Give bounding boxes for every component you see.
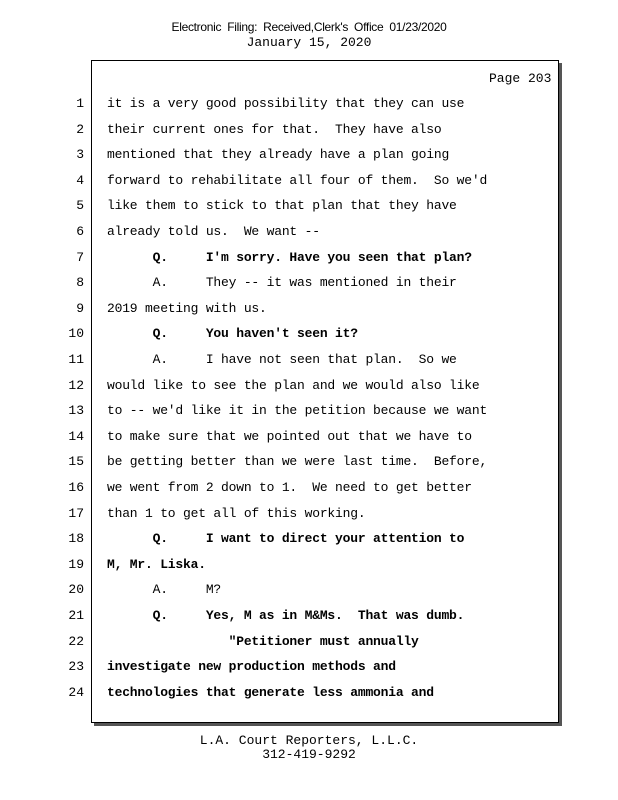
line-number: 1 xyxy=(76,96,84,111)
line-number: 7 xyxy=(76,249,84,265)
transcript-line-text: mentioned that they already have a plan going xyxy=(107,147,450,163)
transcript-line-text: forward to rehabilitate all four of them. So we'd xyxy=(107,172,488,188)
line-number: 24 xyxy=(68,684,84,700)
reporter-company: L.A. Court Reporters, L.L.C. xyxy=(199,733,419,748)
line-number: 2 xyxy=(76,121,84,137)
line-number: 5 xyxy=(76,198,84,214)
transcript-line-text: than 1 to get all of this working. xyxy=(107,505,366,521)
transcript-line-text: A. They -- it was mentioned in their xyxy=(107,275,457,291)
line-number: 17 xyxy=(68,505,84,521)
transcript-line-text: like them to stick to that plan that they have xyxy=(107,198,457,214)
line-number: 21 xyxy=(68,608,84,623)
transcript-line-text: to -- we'd like it in the petition because we want xyxy=(107,403,488,419)
transcript-line-text: Q. Yes, M as in M&Ms. That was dumb. xyxy=(107,608,465,623)
transcript-line-text: already told us. We want -- xyxy=(107,224,320,239)
transcript-line-text: M, Mr. Liska. xyxy=(107,556,206,572)
line-number: 13 xyxy=(68,403,84,419)
transcript-line-text: technologies that generate less ammonia and xyxy=(107,684,434,700)
transcript-line-text: 2019 meeting with us. xyxy=(107,300,267,316)
filing-stamp: Electronic Filing: Received,Clerk's Office 01/23/2020 xyxy=(171,20,447,34)
line-number: 18 xyxy=(68,531,84,547)
line-number: 22 xyxy=(68,633,84,649)
transcript-line-text: would like to see the plan and we would also like xyxy=(107,377,480,393)
transcript-line-text: it is a very good possibility that they can use xyxy=(107,96,465,111)
line-number: 6 xyxy=(76,224,84,239)
transcript-line-text: be getting better than we were last time. Before, xyxy=(107,454,488,470)
transcript-line-text: A. I have not seen that plan. So we xyxy=(107,352,457,367)
transcript-line-text: to make sure that we pointed out that we have to xyxy=(107,428,472,444)
transcript-line-text: we went from 2 down to 1. We need to get better xyxy=(107,480,472,495)
line-number: 11 xyxy=(68,352,84,367)
line-number: 4 xyxy=(76,172,84,188)
line-number: 8 xyxy=(76,275,84,291)
line-number: 15 xyxy=(68,454,84,470)
line-number: 14 xyxy=(68,428,84,444)
transcript-line-text: "Petitioner must annually xyxy=(107,633,419,649)
transcript-line-text: investigate new production methods and xyxy=(107,659,396,675)
page-number: Page 203 xyxy=(489,71,552,86)
line-number: 23 xyxy=(68,659,84,675)
transcript-line-text: Q. You haven't seen it? xyxy=(107,326,358,342)
transcript-line-text: their current ones for that. They have also xyxy=(107,121,442,137)
line-number: 10 xyxy=(68,326,84,342)
transcript-line-text: Q. I'm sorry. Have you seen that plan? xyxy=(107,249,472,265)
line-number: 9 xyxy=(76,300,84,316)
hearing-date: January 15, 2020 xyxy=(246,35,372,50)
line-number: 3 xyxy=(76,147,84,163)
transcript-line-text: Q. I want to direct your attention to xyxy=(107,531,465,547)
line-number: 12 xyxy=(68,377,84,393)
line-number: 19 xyxy=(68,556,84,572)
reporter-phone: 312-419-9292 xyxy=(262,747,356,762)
line-number: 16 xyxy=(68,480,84,495)
line-number: 20 xyxy=(68,582,84,598)
transcript-line-text: A. M? xyxy=(107,582,222,598)
